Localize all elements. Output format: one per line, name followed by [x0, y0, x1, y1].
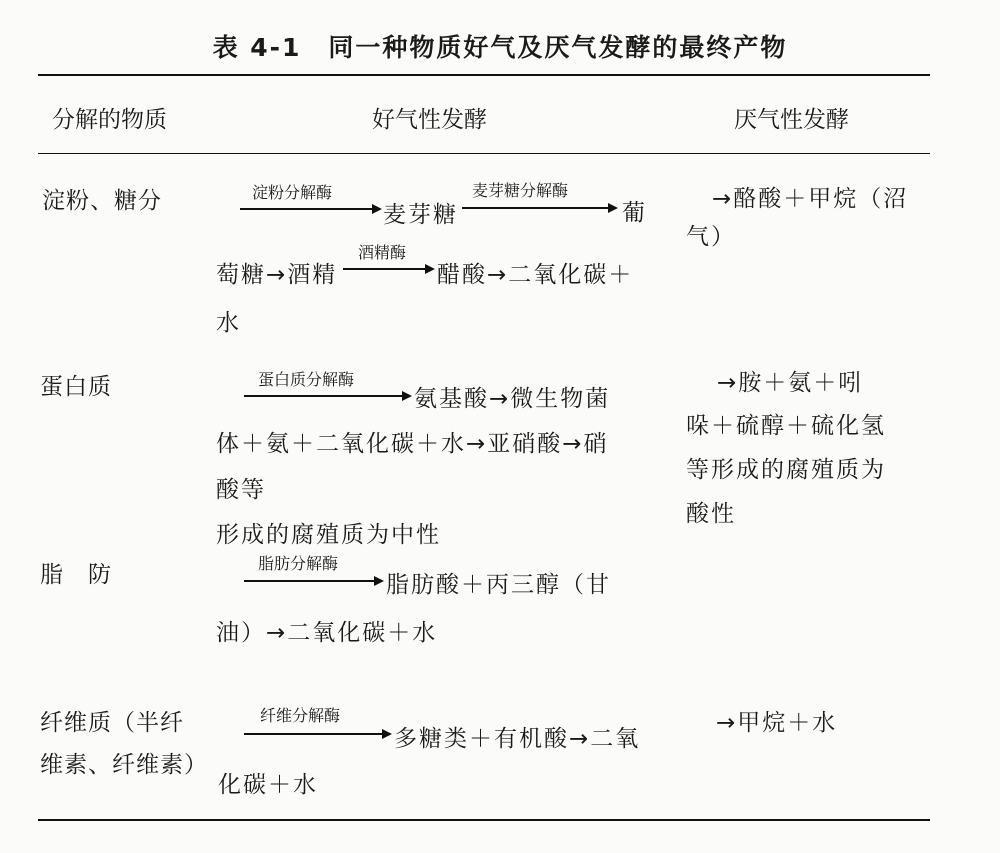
anaerobic-protein-3: 等形成的腐殖质为 — [686, 457, 886, 483]
text-fat-1: 脂肪酸＋丙三醇（甘 — [386, 572, 611, 598]
header-substance: 分解的物质 — [52, 107, 167, 133]
header-rule — [38, 153, 930, 154]
substance-starch-sugar: 淀粉、糖分 — [42, 188, 162, 214]
text-glucose-ethanol: 萄糖→酒精 — [216, 262, 338, 288]
enzyme-alcohol: 酒精酶 — [358, 243, 407, 262]
bottom-rule — [38, 819, 930, 821]
text-fat-2: 油）→二氧化碳＋水 — [216, 620, 438, 646]
arrow-cellulase — [244, 733, 390, 735]
text-acetic-co2: 醋酸→二氧化碳＋ — [437, 262, 634, 288]
text-cellulose-1: 多糖类＋有机酸→二氧 — [394, 726, 641, 752]
table-title: 表 4-1 同一种物质好气及厌气发酵的最终产物 — [212, 33, 788, 62]
substance-fat: 脂 防 — [40, 562, 112, 588]
enzyme-amylase: 淀粉分解酶 — [252, 183, 333, 202]
top-rule — [38, 74, 930, 76]
header-anaerobic: 厌气性发酵 — [734, 107, 849, 133]
anaerobic-starch-2: 气） — [686, 224, 736, 250]
anaerobic-protein-2: 哚＋硫醇＋硫化氢 — [686, 413, 886, 439]
arrow-maltase — [462, 207, 616, 209]
arrow-protease — [244, 395, 410, 397]
text-water-1: 水 — [216, 310, 241, 336]
enzyme-lipase: 脂肪分解酶 — [258, 554, 339, 573]
arrow-amylase — [240, 208, 380, 210]
enzyme-cellulase: 纤维分解酶 — [260, 706, 341, 725]
substance-protein: 蛋白质 — [40, 374, 112, 400]
anaerobic-starch-1: →酪酸＋甲烷（沼 — [712, 186, 909, 212]
enzyme-maltase: 麦芽糖分解酶 — [472, 181, 569, 200]
substance-cellulose-2: 维素、纤维素） — [40, 752, 208, 778]
substance-cellulose-1: 纤维质（半纤 — [40, 710, 184, 736]
header-aerobic: 好气性发酵 — [372, 107, 487, 133]
text-maltose: 麦芽糖 — [383, 202, 458, 228]
text-protein-3: 酸等 — [216, 477, 266, 503]
anaerobic-protein-1: →胺＋氨＋吲 — [717, 370, 864, 396]
text-protein-2: 体＋氨＋二氧化碳＋水→亚硝酸→硝 — [216, 431, 609, 457]
arrow-lipase — [244, 580, 382, 582]
enzyme-protease: 蛋白质分解酶 — [258, 370, 355, 389]
arrow-alcohol — [343, 268, 433, 270]
anaerobic-protein-4: 酸性 — [686, 501, 736, 527]
text-grape-1: 葡 — [622, 200, 647, 226]
text-protein-1: 氨基酸→微生物菌 — [414, 386, 611, 412]
text-cellulose-2: 化碳＋水 — [218, 772, 318, 798]
text-protein-4: 形成的腐殖质为中性 — [216, 522, 441, 548]
anaerobic-cellulose-1: →甲烷＋水 — [716, 710, 838, 736]
